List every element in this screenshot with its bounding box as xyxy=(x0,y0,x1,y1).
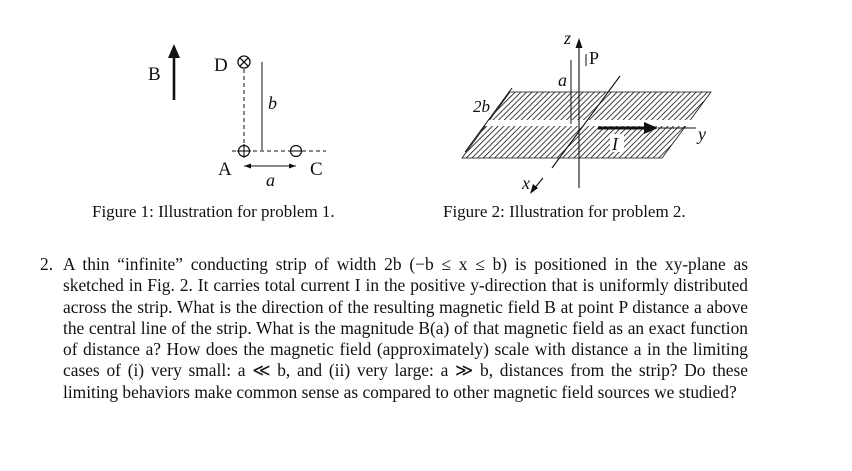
figure-2 xyxy=(420,0,852,200)
point-C-marker xyxy=(291,146,302,157)
label-I: I xyxy=(612,134,618,154)
label-a: a xyxy=(558,70,567,90)
problem-2 xyxy=(40,254,748,403)
figure-2-caption: Figure 2: Illustration for problem 2. xyxy=(443,202,686,221)
label-2b: 2b xyxy=(473,97,490,116)
label-A: A xyxy=(218,159,232,180)
z-axis-arrowhead xyxy=(576,38,583,48)
figure-2-diagram xyxy=(420,0,852,200)
problem-text: A thin “infinite” conducting strip of width 2b (−b ≤ x ≤ b) is positioned in the xy-plane as sketched in Fig. 2. It carries total current I in the positive y-direction that is uniformly distributed across the strip. What is the direction of the resulting magnetic field B at point P distance a above the central line of the strip. What is the magnitude B(a) of that magnetic field as an exact function of distance a? How does the magnetic field (approximately) scale with distance a in the limiting cases of (i) very small: a ≪ b, and (ii) very large: a ≫ b, distances from the strip? Do these limiting behaviors make common sense as compared to other magnetic field sources we studied? xyxy=(63,254,748,402)
dimension-a-left-arrow xyxy=(244,164,251,169)
figure-1-diagram xyxy=(0,0,420,200)
dimension-a-right-arrow xyxy=(289,164,296,169)
label-B: B xyxy=(148,64,161,85)
b-field-arrowhead xyxy=(168,44,180,58)
point-A-marker xyxy=(237,144,251,158)
problem-number: 2. xyxy=(40,254,54,274)
label-C: C xyxy=(310,159,323,180)
label-x: x xyxy=(522,173,530,193)
label-y: y xyxy=(698,124,706,144)
figure-1-caption: Figure 1: Illustration for problem 1. xyxy=(92,202,335,221)
current-into-page-icon xyxy=(238,56,250,68)
label-D: D xyxy=(214,55,228,76)
label-z: z xyxy=(564,28,572,48)
label-a: a xyxy=(266,170,275,190)
label-b: b xyxy=(268,93,277,113)
label-P: P xyxy=(589,48,600,68)
figure-1 xyxy=(0,0,420,200)
